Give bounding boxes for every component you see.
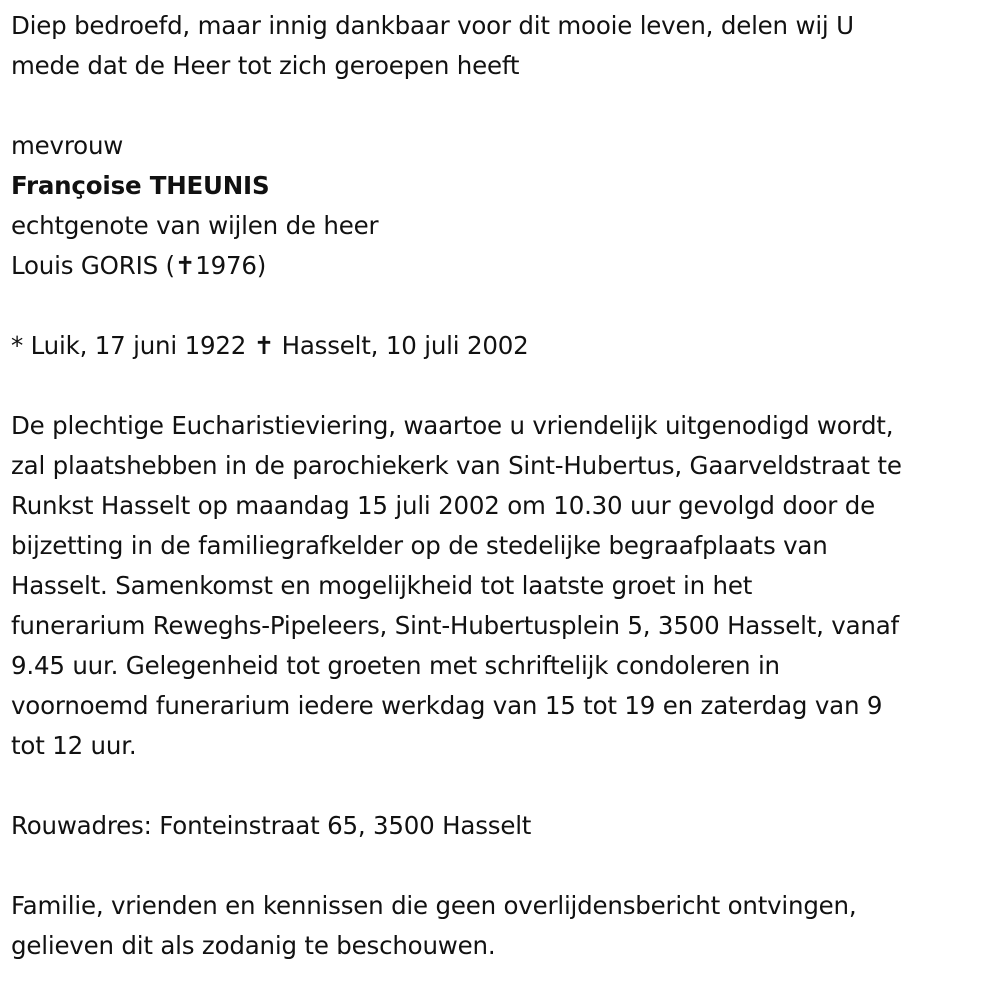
dates-line: * Luik, 17 juni 1922 ✝ Hasselt, 10 juli 2002 [11, 331, 529, 360]
closing-line: Familie, vrienden en kennissen die geen overlijdensbericht ontvingen, [11, 891, 857, 920]
deceased-block [11, 126, 995, 286]
intro-line: Diep bedroefd, maar innig dankbaar voor dit mooie leven, delen wij U [11, 11, 854, 40]
intro-paragraph [11, 6, 995, 86]
ceremony-line: Runkst Hasselt op maandag 15 juli 2002 om 10.30 uur gevolgd door de [11, 491, 875, 520]
ceremony-line: Hasselt. Samenkomst en mogelijkheid tot laatste groet in het [11, 571, 753, 600]
ceremony-paragraph [11, 406, 995, 766]
deceased-name: Françoise THEUNIS [11, 171, 270, 200]
ceremony-line: De plechtige Eucharistieviering, waartoe u vriendelijk uitgenodigd wordt, [11, 411, 894, 440]
closing-line: gelieven dit als zodanig te beschouwen. [11, 931, 496, 960]
ceremony-line: funerarium Reweghs-Pipeleers, Sint-Hubertusplein 5, 3500 Hasselt, vanaf [11, 611, 899, 640]
ceremony-line: zal plaatshebben in de parochiekerk van Sint-Hubertus, Gaarveldstraat te [11, 451, 902, 480]
intro-line: mede dat de Heer tot zich geroepen heeft [11, 51, 520, 80]
death-notice [11, 6, 995, 966]
closing-paragraph [11, 886, 995, 966]
ceremony-line: tot 12 uur. [11, 731, 137, 760]
address-line: Rouwadres: Fonteinstraat 65, 3500 Hasselt [11, 811, 532, 840]
ceremony-line: voornoemd funerarium iedere werkdag van 15 tot 19 en zaterdag van 9 [11, 691, 883, 720]
birth-death-dates [11, 326, 995, 366]
relation-text: echtgenote van wijlen de heer [11, 211, 379, 240]
spouse-name: Louis GORIS (✝1976) [11, 251, 267, 280]
mourning-address [11, 806, 995, 846]
ceremony-line: bijzetting in de familiegrafkelder op de stedelijke begraafplaats van [11, 531, 828, 560]
ceremony-line: 9.45 uur. Gelegenheid tot groeten met schriftelijk condoleren in [11, 651, 780, 680]
honorific: mevrouw [11, 131, 124, 160]
